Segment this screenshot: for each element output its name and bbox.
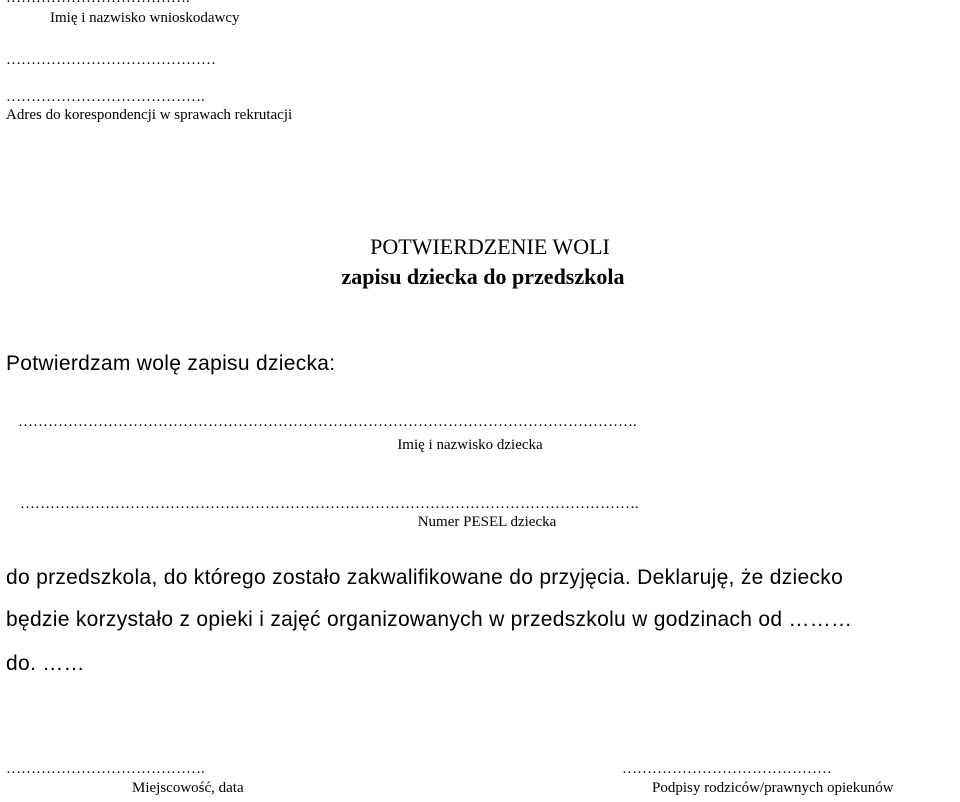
place-date-dots: …………………………………. xyxy=(6,761,205,777)
child-name-label: Imię i nazwisko dziecka xyxy=(397,437,543,453)
child-pesel-dots: ……………………………………………………………………………………………………………. xyxy=(20,496,639,512)
applicant-label: Imię i nazwisko wnioskodawcy xyxy=(50,10,240,26)
place-date-label: Miejscowość, data xyxy=(132,780,244,796)
address-label: Adres do korespondencji w sprawach rekrutacji xyxy=(6,107,293,123)
address-dots-line2: …………………………………. xyxy=(6,89,205,105)
applicant-dots xyxy=(6,0,190,7)
document-subtitle: zapisu dziecka do przedszkola xyxy=(341,264,625,289)
document-title: POTWIERDZENIE WOLI xyxy=(370,234,610,259)
child-pesel-label: Numer PESEL dziecka xyxy=(417,514,557,530)
child-name-dots: ……………………………………………………………………………………………………………. xyxy=(18,414,637,430)
address-dots-line1: …………………………………… xyxy=(6,52,216,68)
declaration-line-3: do. …… xyxy=(6,652,85,675)
declaration-line-2: będzie korzystało z opieki i zajęć organizowanych w przedszkolu w godzinach od ……… xyxy=(6,608,853,631)
declaration-line-1: do przedszkola, do którego zostało zakwalifikowane do przyjęcia. Deklaruję, że dziecko xyxy=(6,566,844,589)
confirm-text: Potwierdzam wolę zapisu dziecka: xyxy=(6,352,336,375)
parents-signature-label: Podpisy rodziców/prawnych opiekunów xyxy=(652,780,894,796)
parents-signature-dots: …………………………………… xyxy=(622,761,832,777)
